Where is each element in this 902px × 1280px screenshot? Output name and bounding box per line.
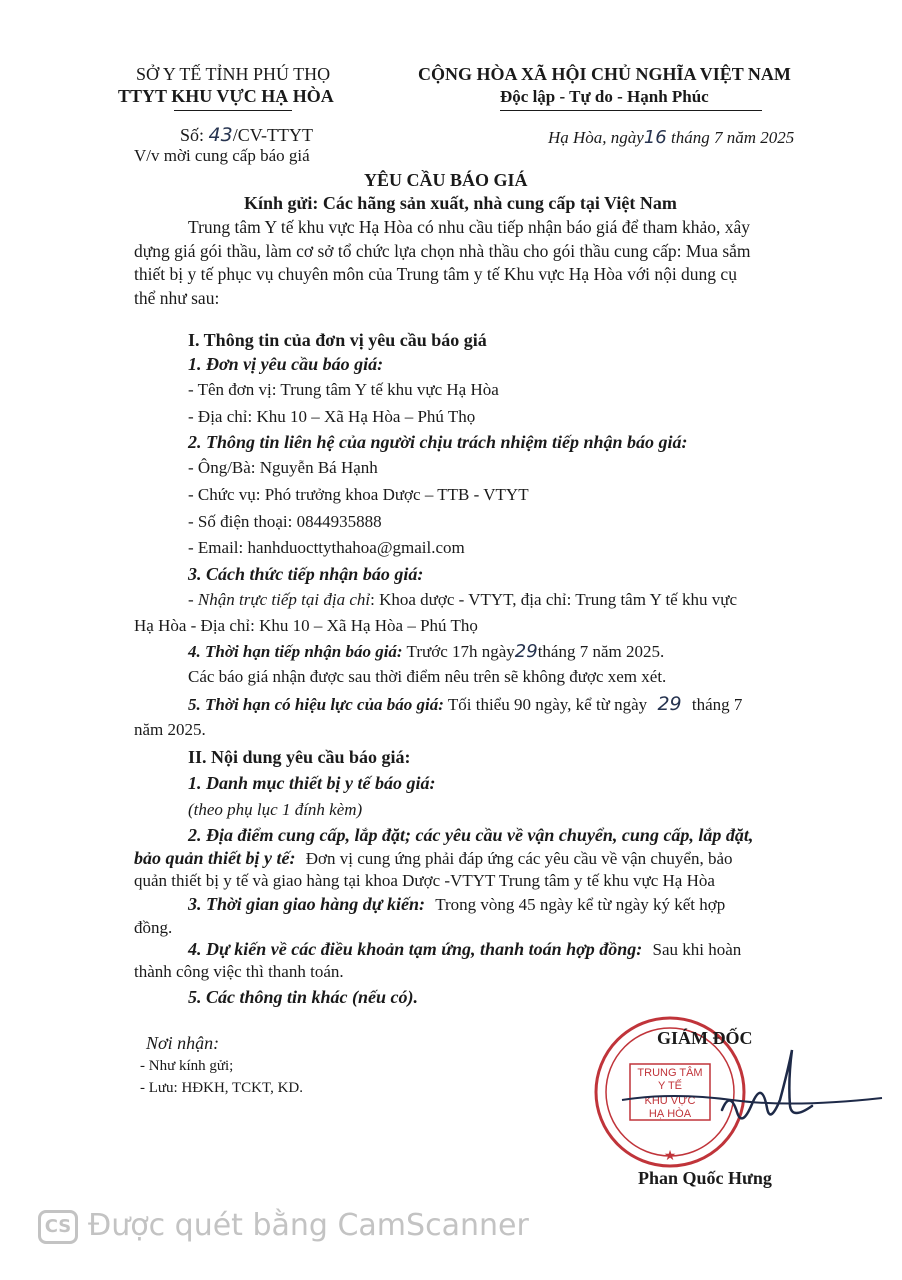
section2-item3: 3. Thời gian giao hàng dự kiến: Trong vòng 45 ngày kể từ ngày ký kết hợp	[188, 894, 726, 914]
intro-line: thiết bị y tế phục vụ chuyên môn của Trung tâm y tế Khu vực Hạ Hòa với nội dung cụ	[134, 264, 737, 284]
recipients-line: - Như kính gửi;	[140, 1058, 234, 1074]
section1-item2-heading: 2. Thông tin liên hệ của người chịu trách nhiệm tiếp nhận báo giá:	[188, 432, 688, 452]
stamp-star: ★	[663, 1147, 677, 1163]
validity-year: năm 2025.	[134, 720, 206, 739]
document-number: Số: 43/CV-TTYT	[180, 124, 314, 146]
recipient-line: Kính gửi: Các hãng sản xuất, nhà cung cấp tại Việt Nam	[244, 193, 677, 213]
section2-item2-line: bảo quản thiết bị y tế: Đơn vị cung ứng phải đáp ứng các yêu cầu về vận chuyển, bảo	[134, 848, 733, 868]
camscanner-logo-icon: CS	[38, 1210, 78, 1244]
validity-period: 5. Thời hạn có hiệu lực của báo giá: Tối thiểu 90 ngày, kể từ ngày 29 tháng 7	[188, 693, 743, 715]
signer-name: Phan Quốc Hưng	[638, 1168, 772, 1188]
number-handwritten: 43	[208, 124, 233, 146]
unit-address: - Địa chỉ: Khu 10 – Xã Hạ Hòa – Phú Thọ	[188, 407, 476, 426]
intro-line: thể như sau:	[134, 287, 220, 308]
late-note: Các báo giá nhận được sau thời điểm nêu trên sẽ không được xem xét.	[188, 667, 667, 686]
contact-person: - Ông/Bà: Nguyễn Bá Hạnh	[188, 458, 378, 477]
section2-item4-line2: thành công việc thì thanh toán.	[134, 962, 344, 981]
receive-address: Hạ Hòa - Địa chỉ: Khu 10 – Xã Hạ Hòa – Phú Thọ	[134, 616, 478, 635]
contact-position: - Chức vụ: Phó trưởng khoa Dược – TTB - VTYT	[188, 485, 529, 504]
section2-item1-heading: 1. Danh mục thiết bị y tế báo giá:	[188, 773, 436, 793]
section2-item5-heading: 5. Các thông tin khác (nếu có).	[188, 987, 419, 1007]
national-motto: Độc lập - Tự do - Hạnh Phúc	[500, 87, 709, 106]
section2-item1-note: (theo phụ lục 1 đính kèm)	[188, 800, 363, 819]
issuer-authority: SỞ Y TẾ TỈNH PHÚ THỌ	[136, 64, 331, 84]
handwritten-signature	[612, 1040, 892, 1150]
intro-paragraph	[134, 216, 751, 310]
recipients-heading: Nơi nhận:	[146, 1033, 220, 1053]
stamp-text: Y TẾ	[657, 1080, 683, 1092]
section2-heading: II. Nội dung yêu cầu báo giá:	[188, 747, 411, 767]
document-subject: V/v mời cung cấp báo giá	[134, 146, 310, 165]
unit-name: - Tên đơn vị: Trung tâm Y tế khu vực Hạ Hòa	[188, 380, 499, 399]
section1-item1-heading: 1. Đơn vị yêu cầu báo giá:	[188, 354, 384, 374]
recipients-line: - Lưu: HĐKH, TCKT, KD.	[140, 1080, 303, 1096]
document-title: YÊU CẦU BÁO GIÁ	[364, 170, 528, 190]
date-day-handwritten: 16	[643, 127, 667, 148]
contact-email: - Email: hanhduocttythahoa@gmail.com	[188, 538, 465, 557]
deadline-day-handwritten: 29	[514, 641, 538, 662]
section2-item2-line2: quản thiết bị y tế và giao hàng tại khoa Dược -VTYT Trung tâm y tế khu vực Hạ Hòa	[134, 871, 715, 890]
receive-method: - Nhận trực tiếp tại địa chỉ: Khoa dược - VTYT, địa chỉ: Trung tâm Y tế khu vực	[188, 590, 737, 609]
validity-day-handwritten: 29	[657, 693, 682, 715]
section2-item3-line2: đồng.	[134, 918, 173, 937]
national-title: CỘNG HÒA XÃ HỘI CHỦ NGHĨA VIỆT NAM	[418, 64, 791, 84]
section2-item4: 4. Dự kiến về các điều khoản tạm ứng, thanh toán hợp đồng: Sau khi hoàn	[188, 939, 742, 959]
intro-line: dựng giá gói thầu, làm cơ sở tổ chức lựa chọn nhà thầu cho gói thầu cung cấp: Mua sắm	[134, 240, 751, 261]
issuer-unit: TTYT KHU VỰC HẠ HÒA	[118, 86, 334, 106]
section1-heading: I. Thông tin của đơn vị yêu cầu báo giá	[188, 330, 487, 350]
section1-item3-heading: 3. Cách thức tiếp nhận báo giá:	[188, 564, 424, 584]
section2-item2-heading: 2. Địa điểm cung cấp, lắp đặt; các yêu cầu về vận chuyển, cung cấp, lắp đặt,	[188, 825, 754, 845]
camscanner-watermark: Được quét bằng CamScanner	[88, 1208, 529, 1243]
intro-line: Trung tâm Y tế khu vực Hạ Hòa có nhu cầu tiếp nhận báo giá để tham khảo, xây	[188, 217, 751, 237]
stamp-text: KHU VỰC	[644, 1095, 696, 1107]
stamp-text: TRUNG TÂM	[637, 1067, 703, 1079]
signature-stroke	[722, 1050, 812, 1118]
stamp-text: HẠ HÒA	[648, 1108, 692, 1120]
receive-deadline: 4. Thời hạn tiếp nhận báo giá: Trước 17h ngày29tháng 7 năm 2025.	[188, 641, 665, 662]
signature-title: GIÁM ĐỐC	[657, 1028, 753, 1048]
motto-underline	[500, 110, 762, 111]
issuer-underline	[174, 110, 292, 111]
document-date: Hạ Hòa, ngày16 tháng 7 năm 2025	[548, 127, 795, 148]
contact-phone: - Số điện thoại: 0844935888	[188, 512, 382, 531]
